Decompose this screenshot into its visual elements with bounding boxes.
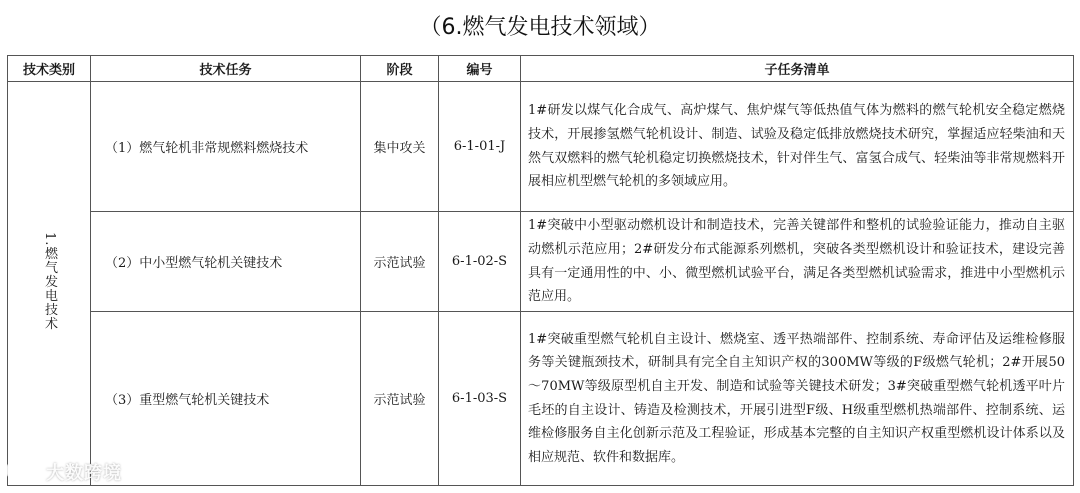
watermark-text: 大数跨境 — [46, 463, 122, 484]
code-cell: 6-1-02-S — [439, 212, 521, 312]
category-label: 1.燃气发电技术 — [42, 232, 57, 331]
category-cell — [8, 82, 91, 486]
watermark — [6, 458, 122, 486]
code-cell: 6-1-01-J — [439, 82, 521, 212]
chat-bubble-logo-icon — [6, 461, 40, 483]
page-title: （6.燃气发电技术领域） — [419, 15, 661, 40]
subtasks-cell: 1#研发以煤气化合成气、高炉煤气、焦炉煤气等低热值气体为燃料的燃气轮机安全稳定燃烧技术，开展掺氢燃气轮机设计、制造、试验及稳定低排放燃烧技术研究，掌握适应轻柴油和天然气双燃料的燃气轮机稳定切换燃烧技术，针对伴生气、富氢合成气、轻柴油等非常规燃料开展相应机型燃气轮机的多领域应用。 — [521, 82, 1074, 212]
stage-cell: 示范试验 — [361, 212, 439, 312]
code-cell: 6-1-03-S — [439, 312, 521, 486]
table-header-row — [8, 56, 1074, 82]
task-cell: （3）重型燃气轮机关键技术 — [91, 312, 361, 486]
header-code: 编号 — [439, 56, 521, 82]
task-cell: （2）中小型燃气轮机关键技术 — [91, 212, 361, 312]
table-row — [8, 212, 1074, 312]
table-row — [8, 82, 1074, 212]
header-task: 技术任务 — [91, 56, 361, 82]
stage-cell: 集中攻关 — [361, 82, 439, 212]
tech-table — [7, 55, 1074, 486]
header-category: 技术类别 — [8, 56, 91, 82]
header-subtasks: 子任务清单 — [521, 56, 1074, 82]
subtasks-cell: 1#突破重型燃气轮机自主设计、燃烧室、透平热端部件、控制系统、寿命评估及运维检修服务等关键瓶颈技术，研制具有完全自主知识产权的300MW等级的F级燃气轮机；2#开展50～70MW等级原型机自主开发、制造和试验等关键技术研发；3#突破重型燃气轮机透平叶片毛坯的自主设计、铸造及检测技术，开展引进型F级、H级重型燃机热端部件、控制系统、运维检修服务自主化创新示范及工程验证，形成基本完整的自主知识产权重型燃机设计体系以及相应规范、软件和数据库。 — [521, 312, 1074, 486]
task-cell: （1）燃气轮机非常规燃料燃烧技术 — [91, 82, 361, 212]
subtasks-cell: 1#突破中小型驱动燃机设计和制造技术，完善关键部件和整机的试验验证能力，推动自主驱动燃机示范应用；2#研发分布式能源系列燃机，突破各类型燃机设计和验证技术，建设完善具有一定通用性的中、小、微型燃机试验平台，满足各类型燃机试验需求，推进中小型燃机示范应用。 — [521, 212, 1074, 312]
table-row — [8, 312, 1074, 486]
stage-cell: 示范试验 — [361, 312, 439, 486]
header-stage: 阶段 — [361, 56, 439, 82]
